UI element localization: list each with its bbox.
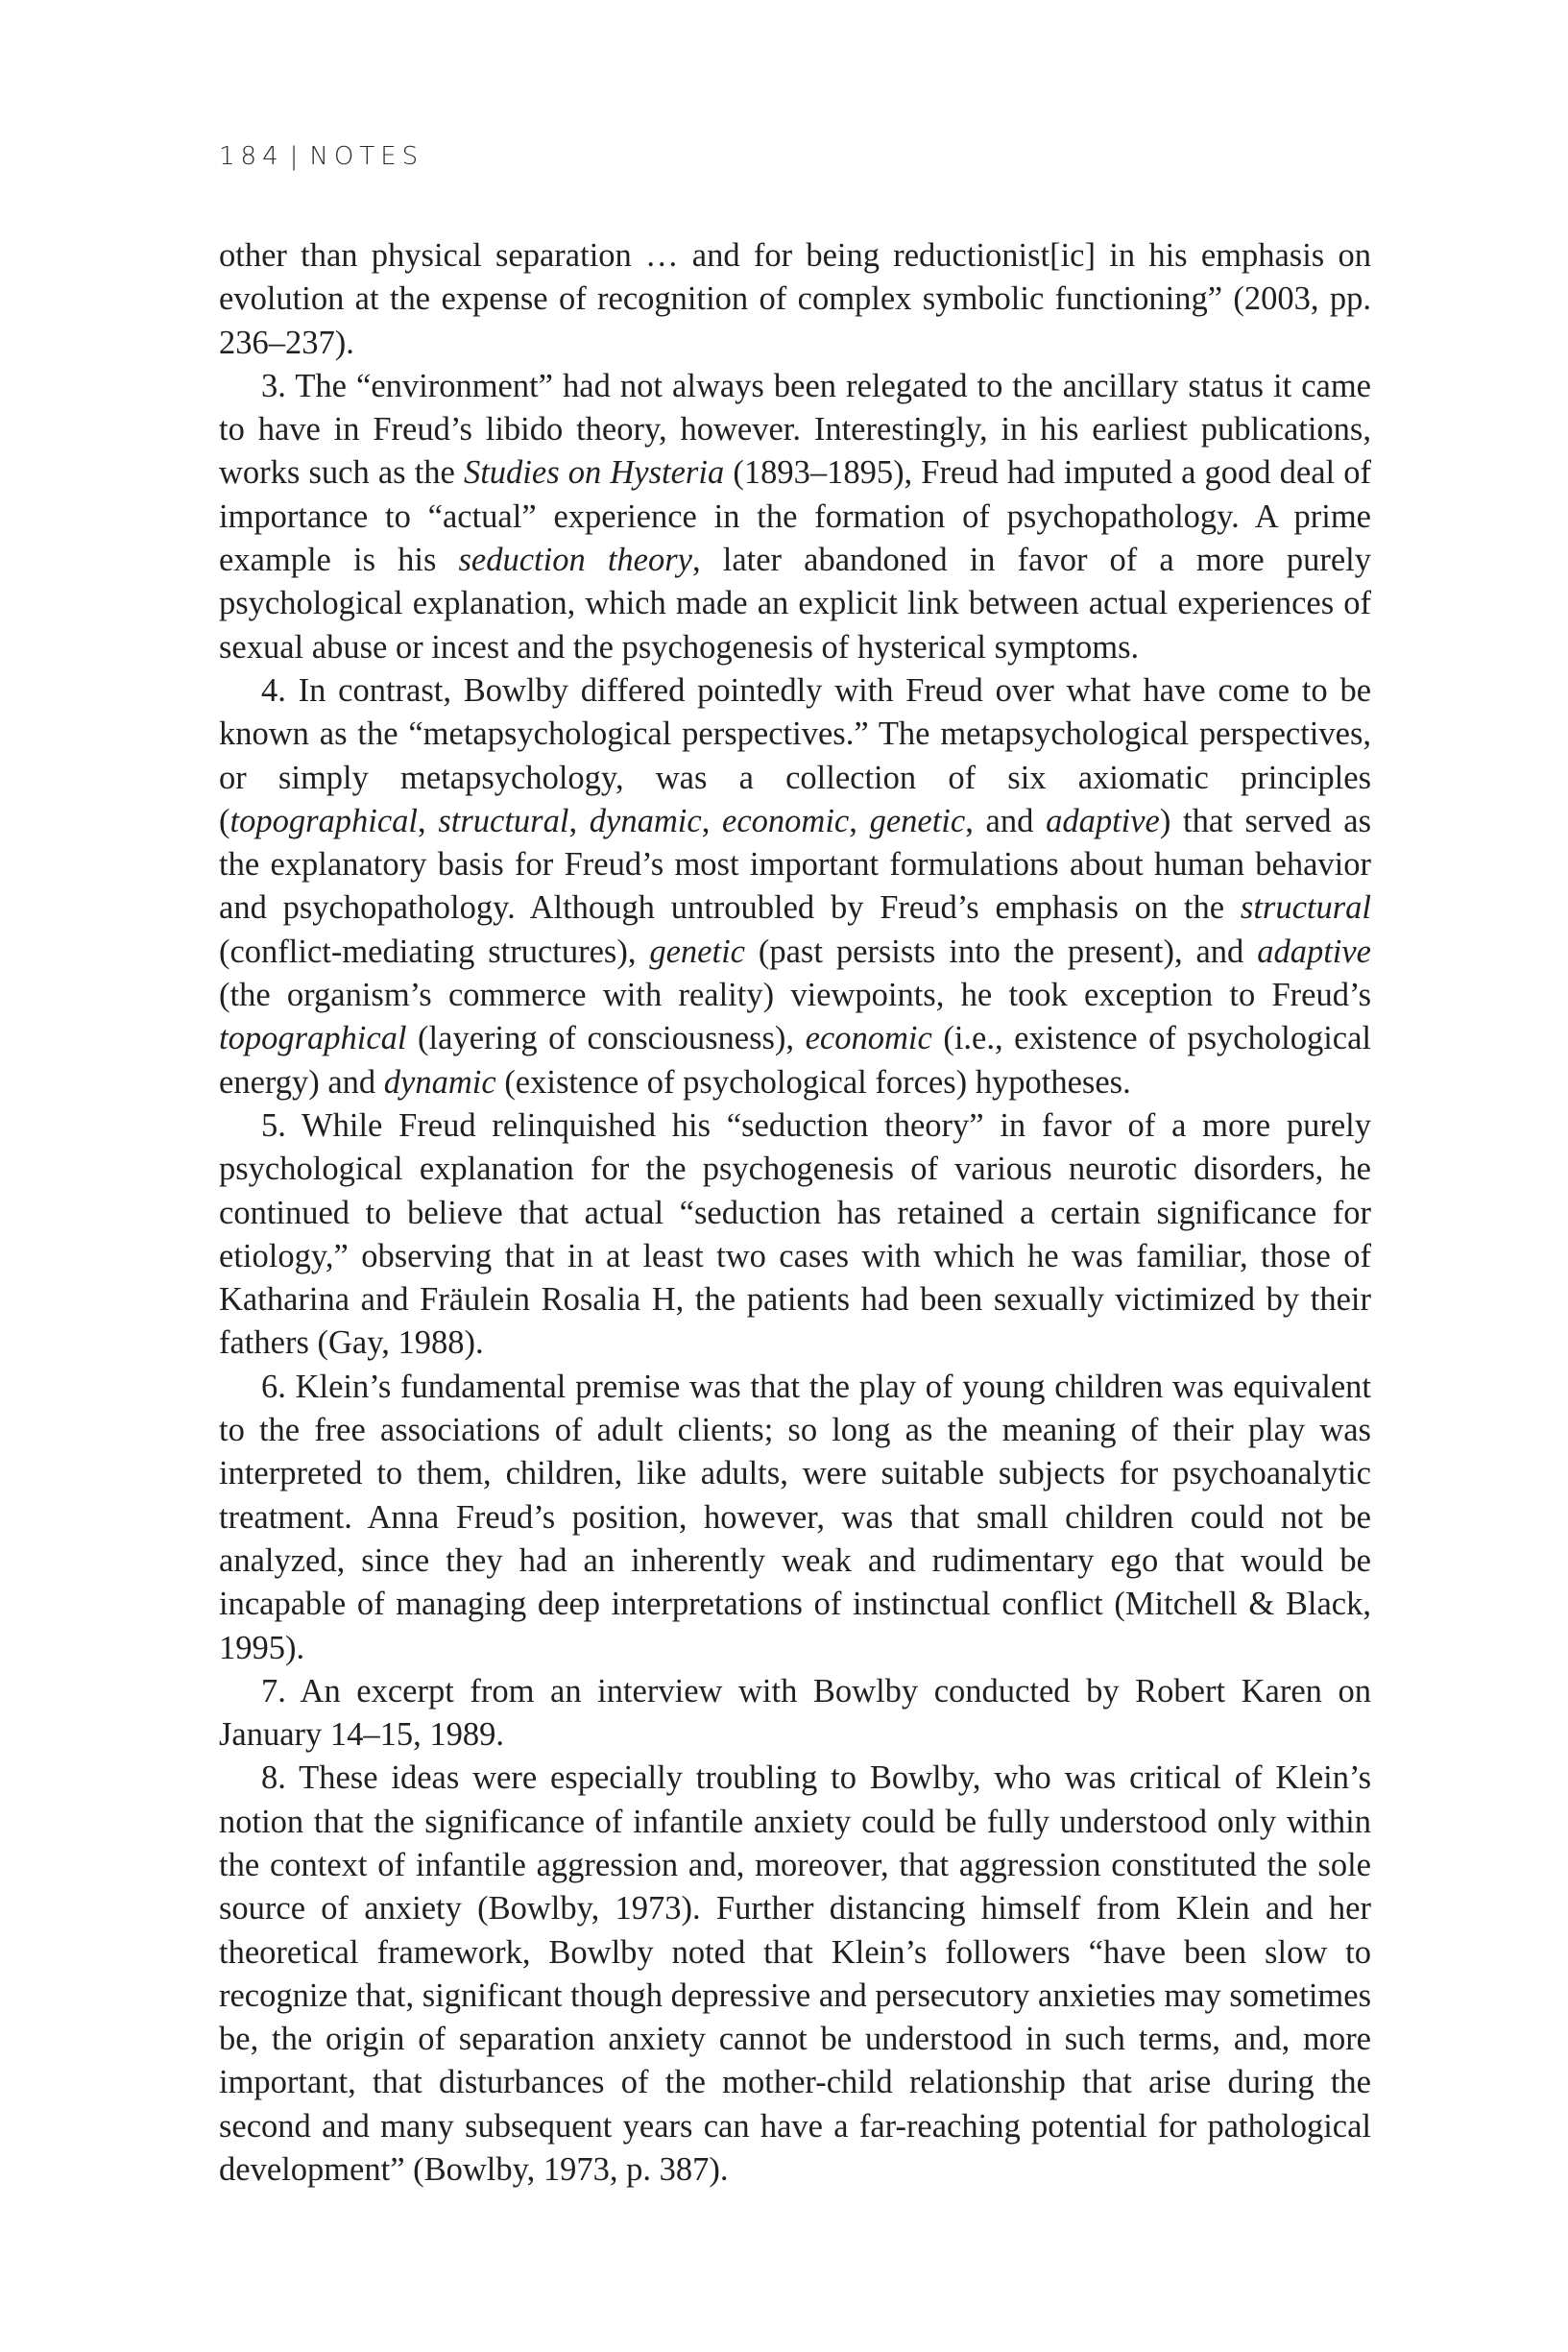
italic-term: adaptive <box>1257 933 1371 970</box>
page-number: 184 <box>219 142 284 171</box>
note-6 <box>219 1366 1371 1670</box>
italic-term: genetic <box>649 933 745 970</box>
note-text: , and <box>965 802 1047 839</box>
italic-term: economic <box>805 1020 932 1057</box>
note-5 <box>219 1104 1371 1366</box>
note-number: 7. <box>261 1672 301 1709</box>
note-number: 8. <box>261 1759 300 1797</box>
italic-term: Studies on Hysteria <box>463 454 725 492</box>
note-text: other than physical separation … and for being reductionist[ic] in his emphasis on evolution at the expense of recognition of complex symbolic functioning” (2003, pp. 236–237). <box>219 237 1371 361</box>
note-text: (past persists into the present), and <box>744 933 1258 970</box>
italic-term: economic <box>722 802 850 839</box>
note-text: These ideas were especially troubling to Bowlby, who was critical of Klein’s notion that the significance of infantile anxiety could be fully understood only within the context of infantile aggression and, moreover, that aggression constituted the sole source of anxiety (Bowlby, 1973). Further distancing himself from Klein and her theoretical framework, Bowlby noted that Klein’s followers “have been slow to recognize that, significant though depressive and persecutory anxieties may sometimes be, the origin of separation anxiety cannot be understood in such terms, and, more important, that disturbances of the mother-child relationship that arise during the second and many subsequent years can have a far-reaching potential for pathological development” (Bowlby, 1973, p. 387). <box>219 1759 1371 2189</box>
note-text: (layering of consciousness), <box>406 1020 806 1057</box>
note-text: , later abandoned in favor of a more purely psychological explanation, which made an explicit link between actual experiences of sexual abuse or incest and the psychogenesis of hysterical symptoms. <box>219 542 1371 666</box>
notes-body <box>219 234 1371 2192</box>
note-text: While Freud relinquished his “seduction theory” in favor of a more purely psychological explanation for the psychogenesis of various neurotic disorders, he continued to believe that actual “seduction has retained a certain significance for etiology,” observing that in at least two cases with which he was familiar, those of Katharina and Fräulein Rosalia H, the patients had been sexually victimized by their fathers (Gay, 1988). <box>219 1106 1371 1362</box>
note-text: (1893–1895), Freud had imputed a good deal of importance to “actual” experience in the formation of psychopathology. A prime example is his <box>219 454 1371 579</box>
note-text: In contrast, Bowlby differed pointedly with Freud over what have come to be known as the “metapsychological perspectives.” The metapsychological perspectives, or simply metapsychology, was a collection of six axiomatic principles ( <box>219 671 1372 839</box>
running-header <box>219 142 423 171</box>
italic-term: dynamic <box>589 802 702 839</box>
note-number: 5. <box>261 1106 302 1144</box>
italic-term: structural <box>1240 889 1371 927</box>
section-title: NOTES <box>309 142 424 171</box>
note-text: , <box>701 802 723 839</box>
header-separator: | <box>289 142 304 171</box>
note-3 <box>219 365 1371 669</box>
note-number: 6. <box>261 1368 296 1405</box>
note-text: , <box>568 802 590 839</box>
note-text: An excerpt from an interview with Bowlby conducted by Robert Karen on January 14–15, 1989. <box>219 1672 1371 1754</box>
note-continuation <box>219 234 1371 365</box>
italic-term: topographical <box>229 802 418 839</box>
italic-term: topographical <box>219 1020 407 1057</box>
note-4 <box>219 669 1371 1104</box>
italic-term: structural <box>438 802 569 839</box>
italic-term: adaptive <box>1046 802 1160 839</box>
note-text: , <box>418 802 439 839</box>
note-number: 3. <box>261 367 296 404</box>
note-text: The “environment” had not always been relegated to the ancillary status it came to have in Freud’s libido theory, however. Interestingly, in his earliest publications, works such as the <box>219 367 1371 492</box>
note-7 <box>219 1670 1371 1758</box>
italic-term: dynamic <box>383 1063 496 1101</box>
note-text: (the organism’s commerce with reality) viewpoints, he took exception to Freud’s <box>219 977 1371 1014</box>
note-number: 4. <box>261 671 299 709</box>
italic-term: genetic <box>869 802 966 839</box>
note-text: (i.e., existence of psychological energy) and <box>219 1020 1371 1101</box>
italic-term: seduction theory <box>458 542 692 579</box>
note-text: ) that served as the explanatory basis for Freud’s most important formulations about human behavior and psychopathology. Although untroubled by Freud’s emphasis on the <box>219 802 1372 927</box>
note-text: , <box>849 802 870 839</box>
note-text: (conflict-mediating structures), <box>219 933 650 970</box>
note-text: Klein’s fundamental premise was that the play of young children was equivalent to the free associations of adult clients; so long as the meaning of their play was interpreted to them, children, like adults, were suitable subjects for psychoanalytic treatment. Anna Freud’s position, however, was that small children could not be analyzed, since they had an inherently weak and rudimentary ego that would be incapable of managing deep interpretations of instinctual conflict (Mitchell & Black, 1995). <box>219 1368 1372 1666</box>
note-8 <box>219 1757 1371 2192</box>
note-text: (existence of psychological forces) hypotheses. <box>495 1063 1131 1101</box>
